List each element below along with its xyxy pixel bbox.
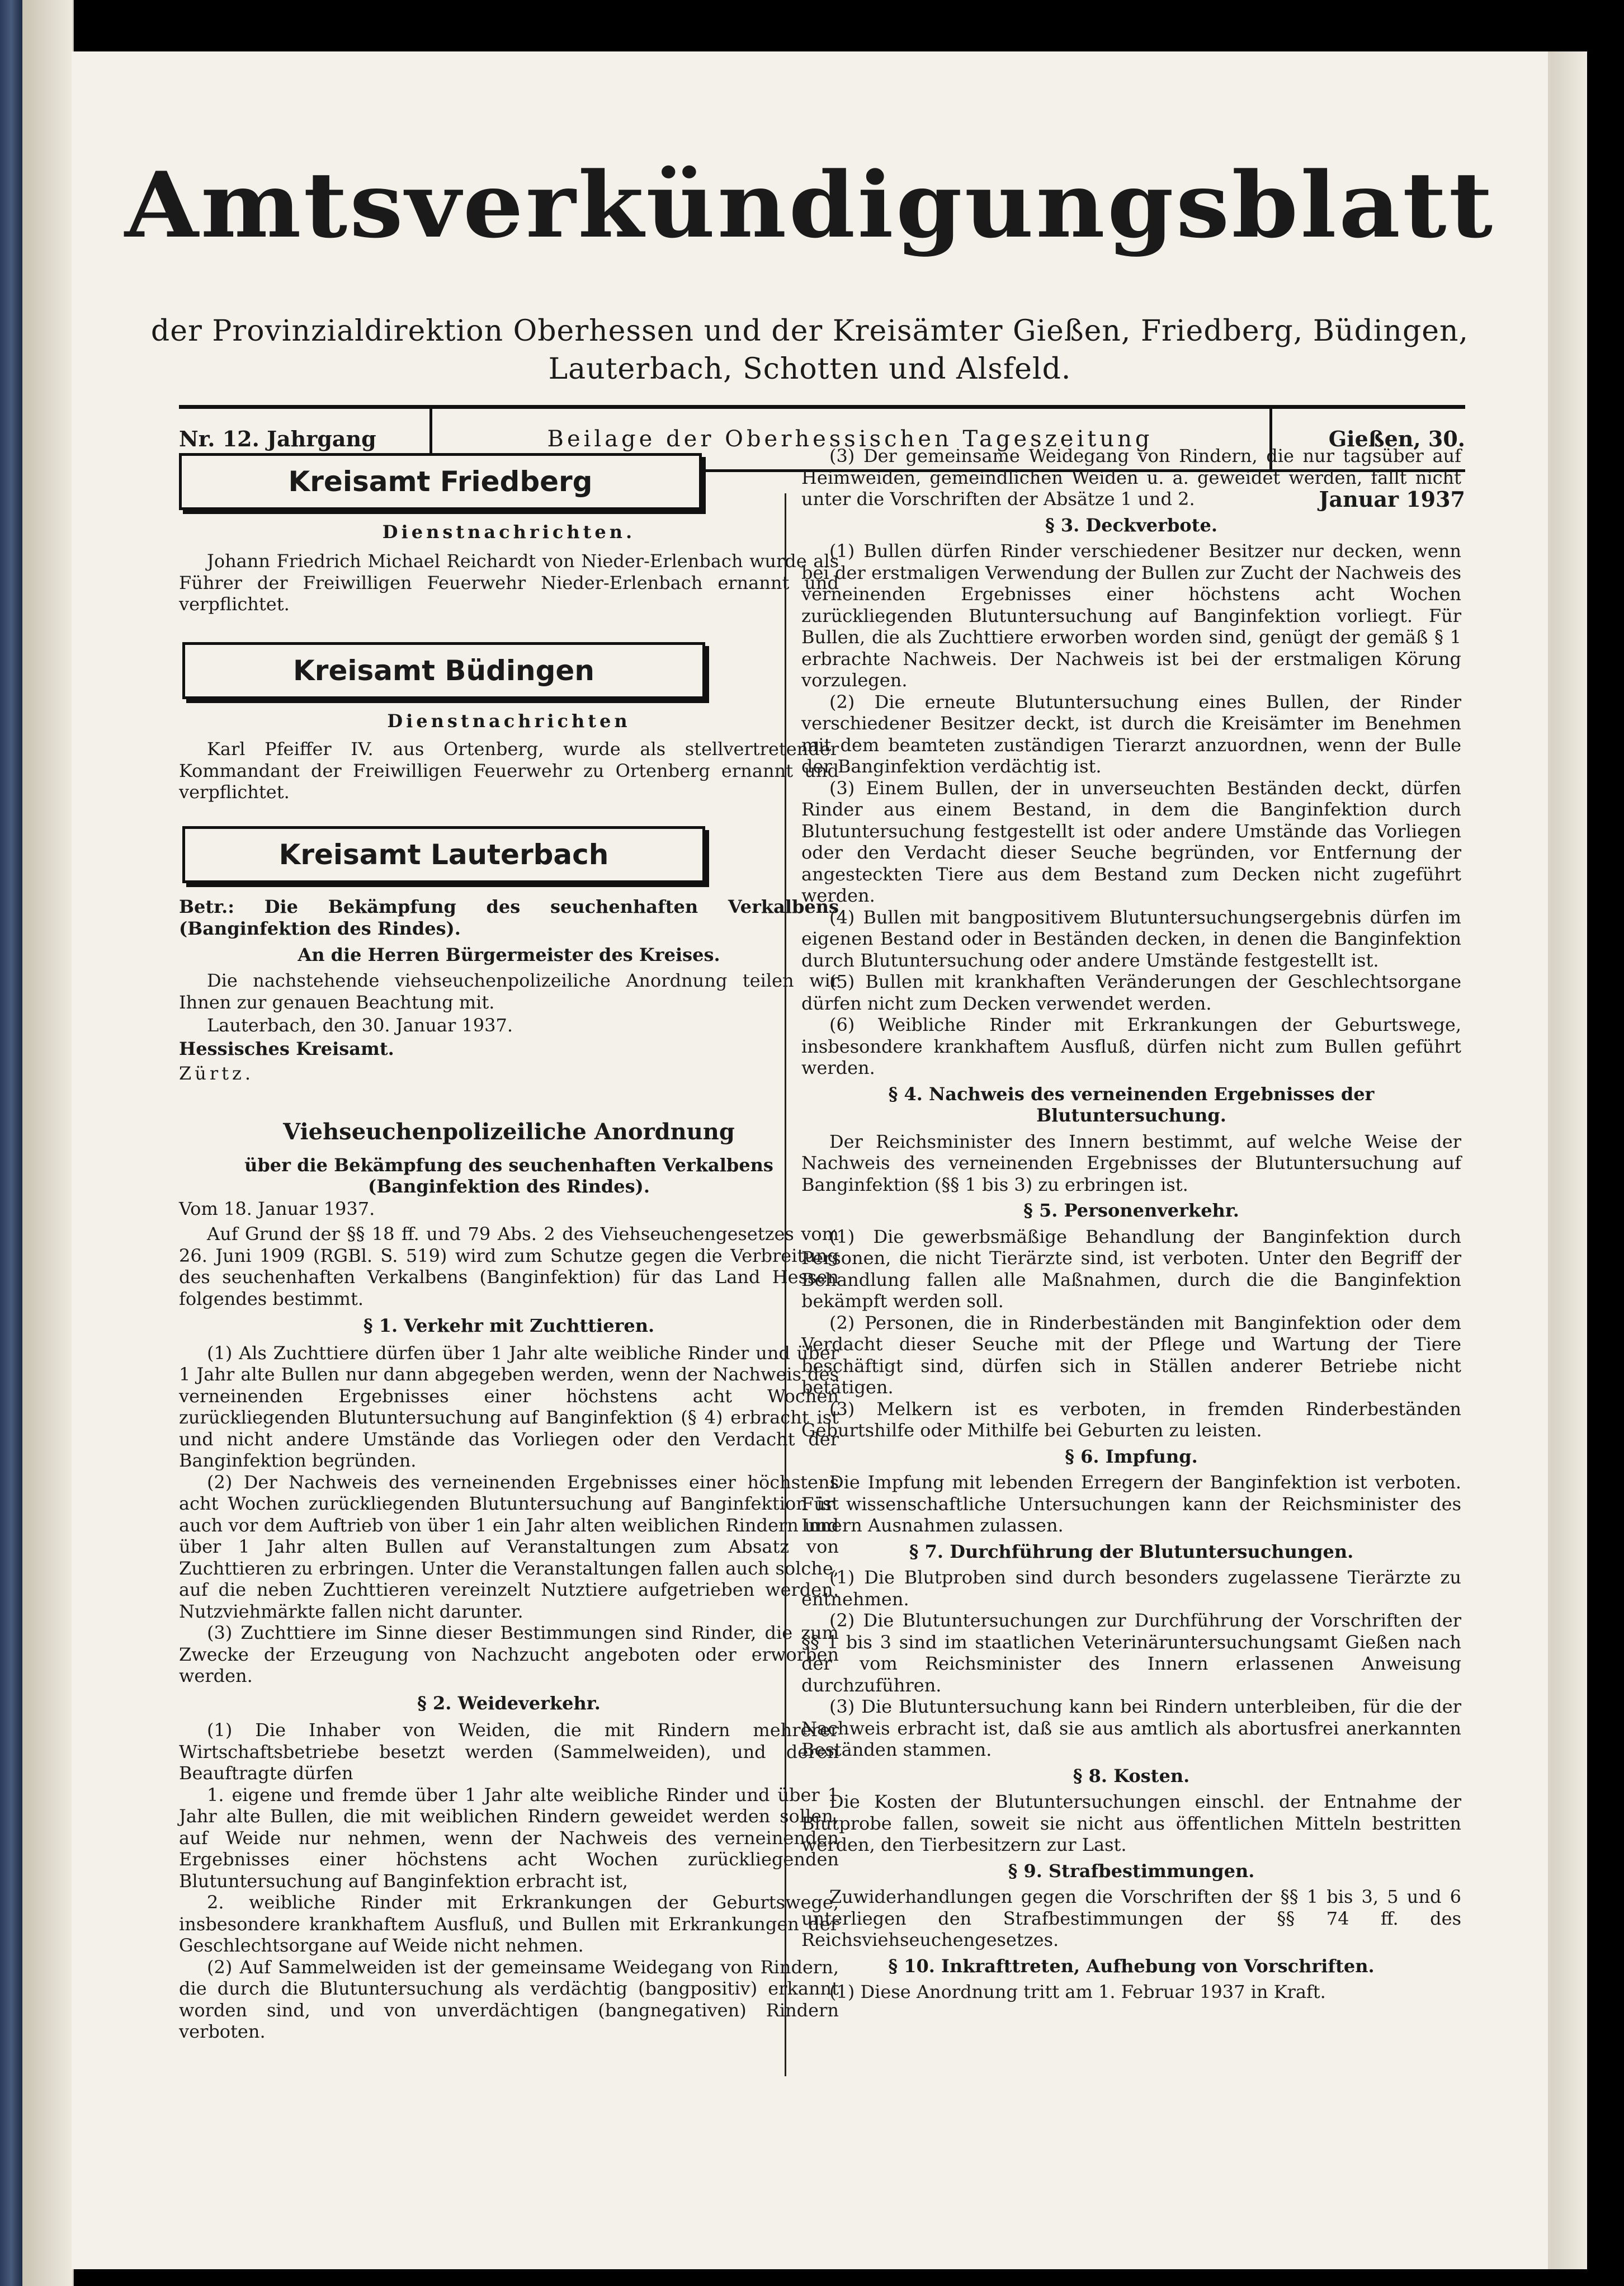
section-2-paragraph: (2) Auf Sammelweiden ist der gemeinsame Weidegang von Rindern, die durch die Blutuntersuchung als verdächtig (bangpositiv) erkannt worden sind, und von unverdächtigen (bangnegativen) Rindern verboten. — [179, 1956, 839, 2042]
lauterbach-signature: Zürtz. — [179, 1063, 254, 1084]
section-7-heading: § 7. Durchführung der Blutuntersuchungen. — [909, 1540, 1354, 1562]
section-3-paragraph: (4) Bullen mit bangpositivem Blutuntersuchungsergebnis dürfen im eigenen Bestand oder in Beständen decken, in denen die Banginfektion durch Blutuntersuchung oder andere Umstände festgestellt ist. — [801, 906, 1461, 971]
section-2-item: 1. eigene und fremde über 1 Jahr alte weibliche Rinder und über 1 Jahr alte Bullen, die mit weiblichen Rindern geweidet werden sollen, auf Weide nur nehmen, wenn der Nachweis des verneinenden Ergebnisses einer höchstens acht Wochen zurückliegenden Blutuntersuchung auf Banginfektion erbracht ist, — [179, 1784, 839, 1892]
section-3-heading: § 3. Deckverbote. — [1045, 514, 1217, 536]
section-1-paragraph: (2) Der Nachweis des verneinenden Ergebnisses einer höchstens acht Wochen zurückliegenden Blutuntersuchung auf Banginfektion ist auch vor dem Auftrieb von über 1 ein Jahr alten weiblichen Rindern und über 1 Jahr alten Bullen auf Veranstaltungen zum Absatz von Zuchttieren zu erbringen. Unter die Veranstaltungen fallen auch solche, auf die neben Zuchttieren vereinzelt Nutztiere aufgetrieben werden. Nutzviehmärkte fallen nicht darunter. — [179, 1471, 839, 1622]
masthead-subtitle-line1: der Provinzialdirektion Oberhessen und der Kreisämter Gießen, Friedberg, Büdingen, — [150, 314, 1469, 348]
section-7-paragraph: (2) Die Blutuntersuchungen zur Durchführung der Vorschriften der §§ 1 bis 3 sind im staatlichen Veterinäruntersuchungsamt Gießen nach der vom Reichsminister des Innern erlassenen Anweisung durchzuführen. — [801, 1610, 1461, 1696]
lauterbach-addressee: An die Herren Bürgermeister des Kreises. — [298, 944, 720, 965]
friedberg-heading: Dienstnachrichten. — [382, 521, 636, 543]
box-kreisamt-buedingen: Kreisamt Büdingen — [182, 642, 705, 699]
section-9-heading: § 9. Strafbestimmungen. — [1008, 1860, 1255, 1882]
section-7-paragraph: (1) Die Blutproben sind durch besonders zugelassene Tierärzte zu entnehmen. — [801, 1567, 1461, 1610]
section-4-heading: § 4. Nachweis des verneinenden Ergebnisses der Blutuntersuchung. — [888, 1083, 1375, 1126]
ordinance-left-body — [179, 1223, 839, 2043]
section-8-heading: § 8. Kosten. — [1073, 1765, 1190, 1787]
ordinance-preamble: Auf Grund der §§ 18 ff. und 79 Abs. 2 des Viehseuchengesetzes vom 26. Juni 1909 (RGBl. S. 519) wird zum Schutze gegen die Verbreitung des seuchenhaften Verkalbens (Banginfektion) für das Land Hessen folgendes bestimmt. — [179, 1223, 839, 1309]
section-6-heading: § 6. Impfung. — [1065, 1445, 1198, 1467]
buedingen-text: Karl Pfeiffer IV. aus Ortenberg, wurde als stellvertretender Kommandant der Freiwilligen Feuerwehr zu Ortenberg ernannt und verpflichtet. — [179, 738, 839, 803]
section-2-paragraph: (1) Die Inhaber von Weiden, die mit Rindern mehrerer Wirtschaftsbetriebe besetzt werden (Sammelweiden), und deren Beauftragte dürfen — [179, 1719, 839, 1784]
section-10-paragraph: (1) Diese Anordnung tritt am 1. Februar 1937 in Kraft. — [829, 1981, 1326, 2002]
section-4-paragraph: Der Reichsminister des Innern bestimmt, auf welche Weise der Nachweis des verneinenden Ergebnisses der Blutuntersuchung auf Banginfektion (§§ 1 bis 3) zu erbringen ist. — [801, 1130, 1461, 1195]
section-8-paragraph: Die Kosten der Blutuntersuchungen einschl. der Entnahme der Blutprobe fallen, soweit sie nicht aus öffentlichen Mitteln bestritten werden, den Tierbesitzern zur Last. — [801, 1791, 1461, 1855]
section-2-item: 2. weibliche Rinder mit Erkrankungen der Geburtswege, insbesondere krankhaftem Ausfluß, und Bullen mit Erkrankungen der Geschlechtsorgane auf Weide nicht nehmen. — [179, 1892, 839, 1956]
section-1-paragraph: (1) Als Zuchttiere dürfen über 1 Jahr alte weibliche Rinder und über 1 Jahr alte Bullen nur dann abgegeben werden, wenn der Nachweis des verneinenden Ergebnisses einer höchstens acht Wochen zurückliegenden Blutuntersuchung auf Banginfektion (§ 4) erbracht ist und nicht andere Umstände das Vorliegen oder den Verdacht der Banginfektion begründen. — [179, 1342, 839, 1471]
newspaper-page — [72, 51, 1548, 2269]
section-5-paragraph: (1) Die gewerbsmäßige Behandlung der Banginfektion durch Personen, die nicht Tierärzte sind, ist verboten. Unter den Begriff der Behandlung fallen alle Maßnahmen, durch die die Banginfektion bekämpft werden soll. — [801, 1226, 1461, 1312]
section-2-paragraph: (3) Der gemeinsame Weidegang von Rindern, die nur tagsüber auf Heimweiden, gemeindlichen Weiden u. a. geweidet werden, fällt nicht unter die Vorschriften der Absätze 1 und 2. — [801, 445, 1461, 510]
section-3-paragraph: (3) Einem Bullen, der in unverseuchten Beständen deckt, dürfen Rinder aus einem Bestand, in dem die Banginfektion durch Blutuntersuchung festgestellt ist oder andere Umstände das Vorliegen oder den Verdacht dieser Seuche begründen, vor Entfernung der angesteckten Tiere aus dem Bestand zum Decken nicht zugeführt werden. — [801, 777, 1461, 906]
box-kreisamt-friedberg: Kreisamt Friedberg — [179, 453, 702, 510]
section-6-paragraph: Die Impfung mit lebenden Erregern der Banginfektion ist verboten. Für wissenschaftliche Untersuchungen kann der Reichsminister des Innern Ausnahmen zulassen. — [801, 1472, 1461, 1536]
lauterbach-authority: Hessisches Kreisamt. — [179, 1038, 394, 1059]
section-7-paragraph: (3) Die Blutuntersuchung kann bei Rindern unterbleiben, für die der Nachweis erbracht ist, daß sie aus amtlich als abortusfrei anerkannten Beständen stammen. — [801, 1696, 1461, 1760]
lauterbach-place-date: Lauterbach, den 30. Januar 1937. — [207, 1015, 513, 1036]
section-3-paragraph: (1) Bullen dürfen Rinder verschiedener Besitzer nur decken, wenn bei der erstmaligen Verwendung der Bullen zur Zucht der Nachweis des verneinenden Ergebnisses einer höchstens acht Wochen zurückliegenden Blutuntersuchung auf Banginfektion vorliegt. Für Bullen, die als Zuchttiere erworben worden sind, genügt der gemäß § 1 erbrachte Nachweis. Der Nachweis ist bei der erstmaligen Körung vorzulegen. — [801, 540, 1461, 691]
section-3-paragraph: (2) Die erneute Blutuntersuchung eines Bullen, der Rinder verschiedener Besitzer deckt, ist durch die Kreisämter im Benehmen mit dem beamteten zuständigen Tierarzt anzuordnen, wenn der Bulle der Banginfektion verdächtig ist. — [801, 691, 1461, 777]
ordinance-title: Viehseuchenpolizeiliche Anordnung — [283, 1119, 735, 1145]
ordinance-right-body — [801, 445, 1461, 2003]
supplement-title: Beilage der Oberhessischen Tageszeitung — [547, 426, 1153, 452]
section-5-paragraph: (2) Personen, die in Rinderbeständen mit Banginfektion oder dem Verdacht dieser Seuche mit der Pflege und Wartung der Tiere beschäftigt sind, dürfen sich in Ställen anderer Betriebe nicht betätigen. — [801, 1312, 1461, 1398]
section-5-paragraph: (3) Melkern ist es verboten, in fremden Rinderbeständen Geburtshilfe oder Mithilfe bei Geburten zu leisten. — [801, 1398, 1461, 1441]
ordinance-subtitle1: über die Bekämpfung des seuchenhaften Verkalbens — [244, 1154, 773, 1176]
section-2-heading: § 2. Weideverkehr. — [417, 1692, 601, 1714]
page-edge-shadow — [1548, 51, 1587, 2269]
ordinance-date: Vom 18. Januar 1937. — [179, 1198, 375, 1219]
section-5-heading: § 5. Personenverkehr. — [1023, 1200, 1239, 1221]
box-kreisamt-lauterbach: Kreisamt Lauterbach — [182, 826, 705, 883]
place-date: Gießen, 30. Januar 1937 — [1319, 426, 1465, 512]
section-3-paragraph: (6) Weibliche Rinder mit Erkrankungen der Geburtswege, insbesondere krankhaftem Ausfluß, dürfen nicht zum Bullen geführt werden. — [801, 1014, 1461, 1078]
lauterbach-betr: Betr.: Die Bekämpfung des seuchenhaften Verkalbens (Banginfektion des Rindes). — [179, 896, 839, 939]
section-10-heading: § 10. Inkrafttreten, Aufhebung von Vorschriften. — [888, 1955, 1375, 1977]
section-1-heading: § 1. Verkehr mit Zuchttieren. — [363, 1315, 655, 1336]
friedberg-text: Johann Friedrich Michael Reichardt von Nieder-Erlenbach wurde als Führer der Freiwilligen Feuerwehr Nieder-Erlenbach ernannt und verpflichtet. — [179, 550, 839, 615]
lauterbach-body: Die nachstehende viehseuchenpolizeiliche Anordnung teilen wir Ihnen zur genauen Beachtung mit. — [179, 970, 839, 1013]
ordinance-subtitle2: (Banginfektion des Rindes). — [368, 1176, 650, 1197]
buedingen-heading: Dienstnachrichten — [387, 710, 631, 732]
section-3-paragraph: (5) Bullen mit krankhaften Veränderungen der Geschlechtsorgane dürfen nicht zum Decken verwendet werden. — [801, 971, 1461, 1014]
page-stack-edge — [22, 0, 74, 2286]
book-spine — [0, 0, 22, 2286]
masthead-subtitle-line2: Lauterbach, Schotten und Alsfeld. — [548, 352, 1071, 386]
section-9-paragraph: Zuwiderhandlungen gegen die Vorschriften der §§ 1 bis 3, 5 und 6 unterliegen den Strafbestimmungen der §§ 74 ff. des Reichsviehseuchengesetzes. — [801, 1886, 1461, 1950]
masthead-title: Amtsverkündigungsblatt — [124, 152, 1495, 258]
section-1-paragraph: (3) Zuchttiere im Sinne dieser Bestimmungen sind Rinder, die zum Zwecke der Erzeugung von Nachzucht angeboten oder erworben werden. — [179, 1622, 839, 1686]
issue-number: Nr. 12. Jahrgang — [179, 426, 376, 451]
